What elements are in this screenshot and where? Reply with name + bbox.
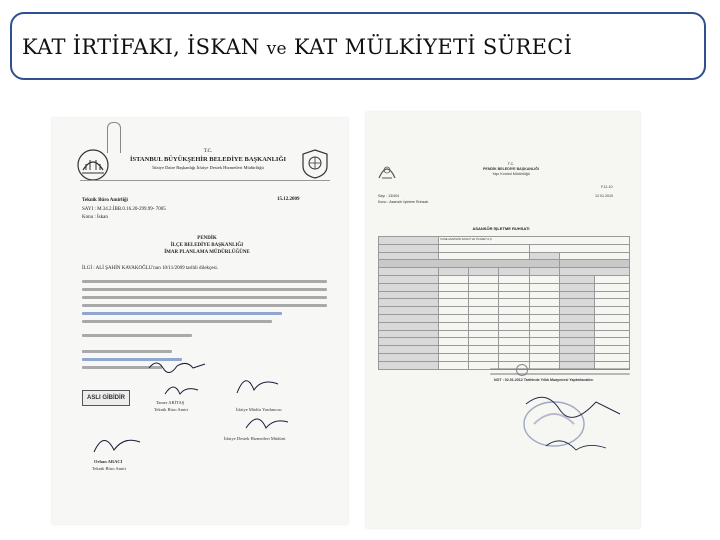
table-cell (379, 307, 439, 315)
table-cell (469, 346, 499, 354)
title-part2: KAT MÜLKİYETİ SÜRECİ (293, 35, 573, 59)
table-cell (439, 252, 529, 260)
header-org: PENDİK BELEDİYE BAŞKANLIĞI (483, 167, 539, 171)
table-cell (559, 291, 594, 299)
table-cell (529, 268, 559, 276)
table-cell (439, 346, 469, 354)
table-cell (559, 330, 594, 338)
table-cell (439, 330, 469, 338)
table-cell (559, 283, 594, 291)
table-cell (594, 346, 629, 354)
table-cell (379, 346, 439, 354)
table-cell (439, 283, 469, 291)
table-cell (469, 338, 499, 346)
table-cell (559, 322, 594, 330)
table-cell (379, 338, 439, 346)
table-cell (499, 283, 529, 291)
table-cell (529, 322, 559, 330)
permit-form-table (378, 236, 630, 370)
table-cell (469, 314, 499, 322)
table-cell (529, 338, 559, 346)
sig1-name: Tamer ARİTAŞ (156, 400, 185, 405)
table-cell (469, 291, 499, 299)
body-text-line (82, 288, 327, 291)
asli-gibidir-stamp: ASLI GİBİDİR (82, 390, 130, 406)
table-cell (594, 322, 629, 330)
body-text-line (82, 312, 282, 315)
table-cell (379, 275, 439, 283)
table-cell (559, 299, 594, 307)
table-cell (594, 291, 629, 299)
table-cell (559, 252, 629, 260)
signature-mark (90, 428, 144, 458)
table-cell (529, 299, 559, 307)
table-cell (499, 291, 529, 299)
table-cell (439, 338, 469, 346)
body-text-line (82, 304, 327, 307)
table-cell (469, 353, 499, 361)
table-cell (529, 283, 559, 291)
body-text-line (82, 280, 327, 283)
header-dept: İtfaiye Daire Başkanlığı İtfaiye Destek Hizmetleri Müdürlüğü (152, 165, 264, 170)
table-cell (559, 353, 594, 361)
letter-date: 15.12.2009 (277, 197, 300, 202)
table-cell (469, 299, 499, 307)
ilgi-line: İLGİ : ALİ ŞAHİN KAVAKOĞLU'nun 10/11/2009 tarihli dilekçesi. (82, 266, 219, 271)
table-cell (529, 330, 559, 338)
table-cell (379, 314, 439, 322)
table-cell (379, 252, 439, 260)
table-cell (499, 299, 529, 307)
sig2-title: İtfaiye Müdür Yardımcısı (236, 407, 282, 412)
company-cell: KONE ASANSÖR SANAYİ VE TİCARET A.Ş. (439, 237, 630, 245)
signature-mark (162, 380, 202, 400)
table-cell (379, 291, 439, 299)
ref-number: F.11.10 (601, 185, 613, 189)
permit-date: 12.01.2010 (595, 194, 613, 198)
table-cell (499, 307, 529, 315)
table-cell (529, 275, 559, 283)
table-cell (499, 322, 529, 330)
table-cell (379, 330, 439, 338)
table-cell (439, 244, 529, 252)
table-cell (559, 346, 594, 354)
konu-line: Konu : Asansör İşletme Ruhsatı (378, 200, 429, 204)
table-cell (439, 275, 469, 283)
table-cell (379, 322, 439, 330)
table-cell (529, 307, 559, 315)
sig3-title: İtfaiye Destek Hizmetleri Müdürü (224, 436, 286, 441)
table-cell (469, 275, 499, 283)
table-cell (379, 361, 439, 369)
inspection-note: NOT : 02.01.2012 Tarihinde Yıllık Muayenesi Yaptırılacaktır. (494, 378, 594, 382)
table-cell (499, 330, 529, 338)
body-text-line (82, 334, 192, 337)
table-cell (594, 283, 629, 291)
stamp-and-signature-mark (516, 384, 626, 458)
table-cell (379, 283, 439, 291)
table-cell (499, 268, 529, 276)
table-cell (379, 244, 439, 252)
slide-title (22, 35, 572, 59)
body-text-line (82, 350, 172, 353)
table-cell (594, 314, 629, 322)
table-cell (469, 283, 499, 291)
addressee-line-3: İMAR PLANLAMA MÜDÜRLÜĞÜNE (164, 250, 250, 255)
table-cell (529, 291, 559, 299)
table-cell (529, 346, 559, 354)
pendik-logo-icon (376, 158, 398, 182)
table-cell (439, 299, 469, 307)
header-tc: T.C. (203, 149, 213, 154)
body-text-line (82, 296, 327, 299)
table-cell (469, 307, 499, 315)
table-cell (379, 237, 439, 245)
konu-line: Konu : İskan (82, 215, 108, 220)
addressee-line-2: İLÇE BELEDİYE BAŞKANLIĞI (170, 243, 244, 248)
header-org: İSTANBUL BÜYÜKŞEHİR BELEDİYE BAŞKANLIĞI (129, 156, 287, 163)
fire-dept-letter-image (52, 118, 348, 524)
table-cell (469, 322, 499, 330)
body-text-line (490, 373, 630, 375)
table-cell (559, 268, 629, 276)
sayi-line: SAYI : M.34.2.İBB.0.16.20-299.99- 7005 (82, 207, 166, 212)
table-cell (469, 330, 499, 338)
table-cell (529, 353, 559, 361)
signature-mark (147, 356, 207, 374)
table-cell (379, 268, 439, 276)
sayi-line: Sayı : 13/404 (378, 194, 400, 198)
table-cell (439, 314, 469, 322)
table-cell (379, 260, 560, 268)
table-cell (439, 322, 469, 330)
signature-mark (242, 410, 292, 434)
table-cell (499, 314, 529, 322)
table-cell (499, 346, 529, 354)
table-cell (439, 268, 469, 276)
table-cell (499, 275, 529, 283)
table-cell (499, 353, 529, 361)
table-cell (594, 330, 629, 338)
table-cell (559, 314, 594, 322)
ibb-logo-icon (76, 148, 110, 182)
header-dept: Yapı Kontrol Müdürlüğü (492, 172, 530, 176)
table-cell (439, 291, 469, 299)
table-cell (469, 268, 499, 276)
table-cell (559, 307, 594, 315)
table-cell (594, 299, 629, 307)
sig4-title: Teknik Büro Amiri (92, 466, 127, 471)
table-cell (559, 338, 594, 346)
unit-line: Teknik Büro Amirliği (82, 198, 128, 203)
title-part1: KAT İRTİFAKI, İSKAN (22, 35, 260, 59)
table-cell (594, 275, 629, 283)
fire-dept-emblem-icon (300, 148, 330, 180)
signature-mark (232, 368, 282, 398)
title-ve: ve (266, 39, 287, 59)
table-cell (594, 307, 629, 315)
table-cell (529, 244, 629, 252)
table-cell (439, 361, 469, 369)
table-cell (594, 338, 629, 346)
body-text-line (82, 320, 272, 323)
table-cell (559, 275, 594, 283)
elevator-permit-image (366, 112, 640, 528)
sig1-title: Teknik Büro Amiri (154, 407, 189, 412)
addressee-line-1: PENDİK (197, 236, 217, 241)
table-cell (439, 307, 469, 315)
table-cell (559, 260, 629, 268)
body-text-line (490, 368, 630, 370)
header-rule (80, 180, 330, 181)
table-cell (439, 353, 469, 361)
table-cell (379, 299, 439, 307)
table-cell (529, 314, 559, 322)
table-cell (499, 338, 529, 346)
header-tc: T.C. (507, 162, 515, 166)
table-cell (379, 353, 439, 361)
form-title: ASANSÖR İŞLETME RUHSATI (472, 226, 530, 231)
table-cell (529, 252, 559, 260)
sig4-name: Orhan ARACI (94, 459, 123, 464)
table-cell (594, 353, 629, 361)
